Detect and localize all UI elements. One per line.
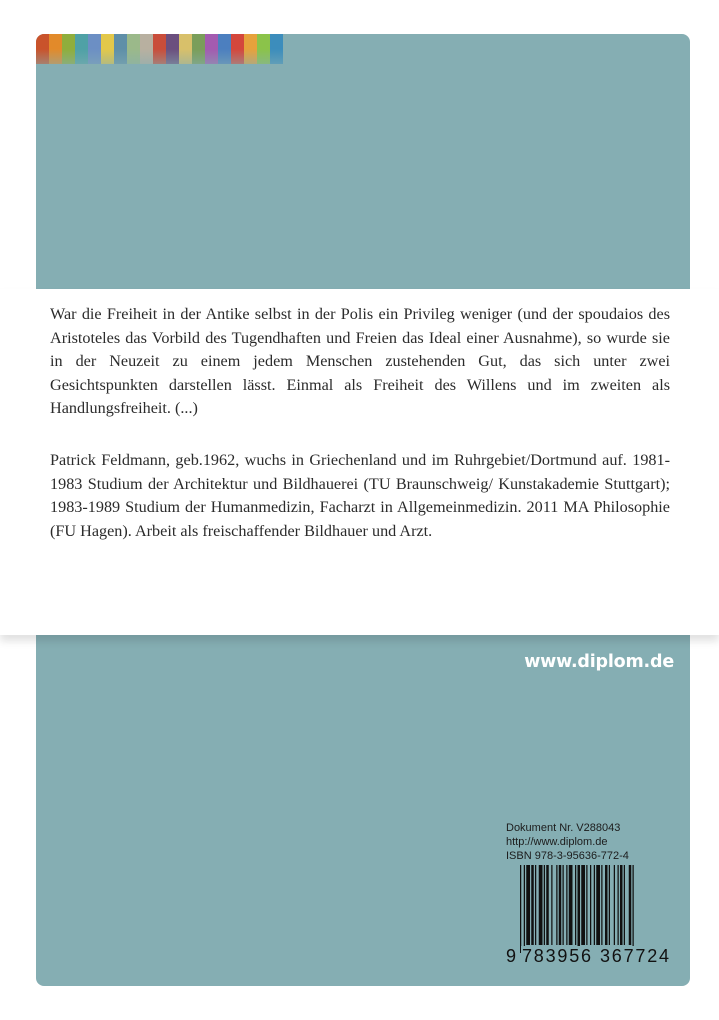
barcode-bar <box>546 865 549 945</box>
color-stripe <box>153 34 166 64</box>
barcode-bar <box>566 865 567 945</box>
barcode-bar <box>524 865 525 953</box>
color-stripe <box>114 34 127 64</box>
barcode-bar <box>559 865 562 945</box>
cover-bottom-panel <box>36 635 690 986</box>
barcode-right-group: 367724 <box>600 946 671 966</box>
barcode-bar <box>633 865 634 953</box>
document-url[interactable]: http://www.diplom.de <box>506 836 608 848</box>
color-stripe <box>270 34 283 64</box>
cover-top-panel <box>36 34 690 289</box>
color-stripe <box>49 34 62 64</box>
color-stripe <box>140 34 153 64</box>
color-stripe <box>166 34 179 64</box>
barcode-bar <box>578 865 581 953</box>
color-stripe <box>179 34 192 64</box>
color-stripe <box>101 34 114 64</box>
barcode-bar <box>601 865 602 945</box>
barcode-bar <box>596 865 600 945</box>
color-stripes <box>36 34 283 64</box>
color-stripe <box>257 34 270 64</box>
color-stripe <box>192 34 205 64</box>
barcode-bar <box>551 865 552 945</box>
document-info <box>506 821 629 863</box>
barcode-bar <box>531 865 534 945</box>
color-stripe <box>127 34 140 64</box>
barcode-bar <box>581 865 585 945</box>
author-bio: Patrick Feldmann, geb.1962, wuchs in Griechenland und im Ruhrgebiet/Dortmund auf. 1981-1983 Studium der Architektur und Bildhauerei (TU Braunschweig/ Kunstakademie Stuttgart); 1983-1989 Studium der Humanmedizin, Facharzt in Allgemeinmedizin. 2011 MA Philosophie (FU Hagen). Arbeit als freischaffender Bildhauer und Arzt. <box>50 451 670 540</box>
barcode-bar <box>575 865 576 945</box>
color-stripe <box>62 34 75 64</box>
barcode-bar <box>618 865 619 945</box>
barcode-bar <box>539 865 543 945</box>
barcode-left-group: 783956 <box>522 946 593 966</box>
color-stripe <box>244 34 257 64</box>
barcode-bar <box>520 865 521 953</box>
color-stripe <box>231 34 244 64</box>
color-stripe <box>36 34 49 64</box>
barcode-bar <box>624 865 625 945</box>
barcode-bar <box>605 865 608 945</box>
isbn: ISBN 978-3-95636-772-4 <box>506 850 629 862</box>
barcode-bar <box>526 865 530 945</box>
color-stripe <box>218 34 231 64</box>
barcode-bar <box>594 865 595 945</box>
barcode-bar <box>620 865 623 945</box>
color-stripe <box>75 34 88 64</box>
barcode-bar <box>590 865 591 945</box>
barcode-bar <box>563 865 564 945</box>
book-blurb: War die Freiheit in der Antike selbst in der Polis ein Privileg weniger (und der spoudaios des Aristoteles das Vorbild des Tugendhaften und Freien das Ideal einer Ausnahme), so wurde sie in der Neuzeit zu einem jedem Menschen zustehenden Gut, das sich unter zwei Gesichtspunkten darstellen lässt. Einmal als Freiheit des Willens und im zweiten als Handlungsfreiheit. (...) <box>50 305 670 417</box>
barcode-bar <box>586 865 587 945</box>
barcode <box>506 865 677 971</box>
barcode-bar <box>569 865 573 945</box>
barcode-bars <box>506 865 677 955</box>
barcode-first-digit: 9 <box>506 946 517 966</box>
color-stripe <box>88 34 101 64</box>
barcode-bar <box>556 865 557 945</box>
color-stripe <box>205 34 218 64</box>
barcode-bar <box>544 865 545 945</box>
barcode-digits <box>506 944 677 966</box>
barcode-bar <box>609 865 610 945</box>
document-number: Dokument Nr. V288043 <box>506 822 621 834</box>
publisher-website[interactable]: www.diplom.de <box>524 652 674 672</box>
barcode-bar <box>614 865 615 945</box>
barcode-bar <box>535 865 536 945</box>
barcode-bar <box>629 865 632 945</box>
